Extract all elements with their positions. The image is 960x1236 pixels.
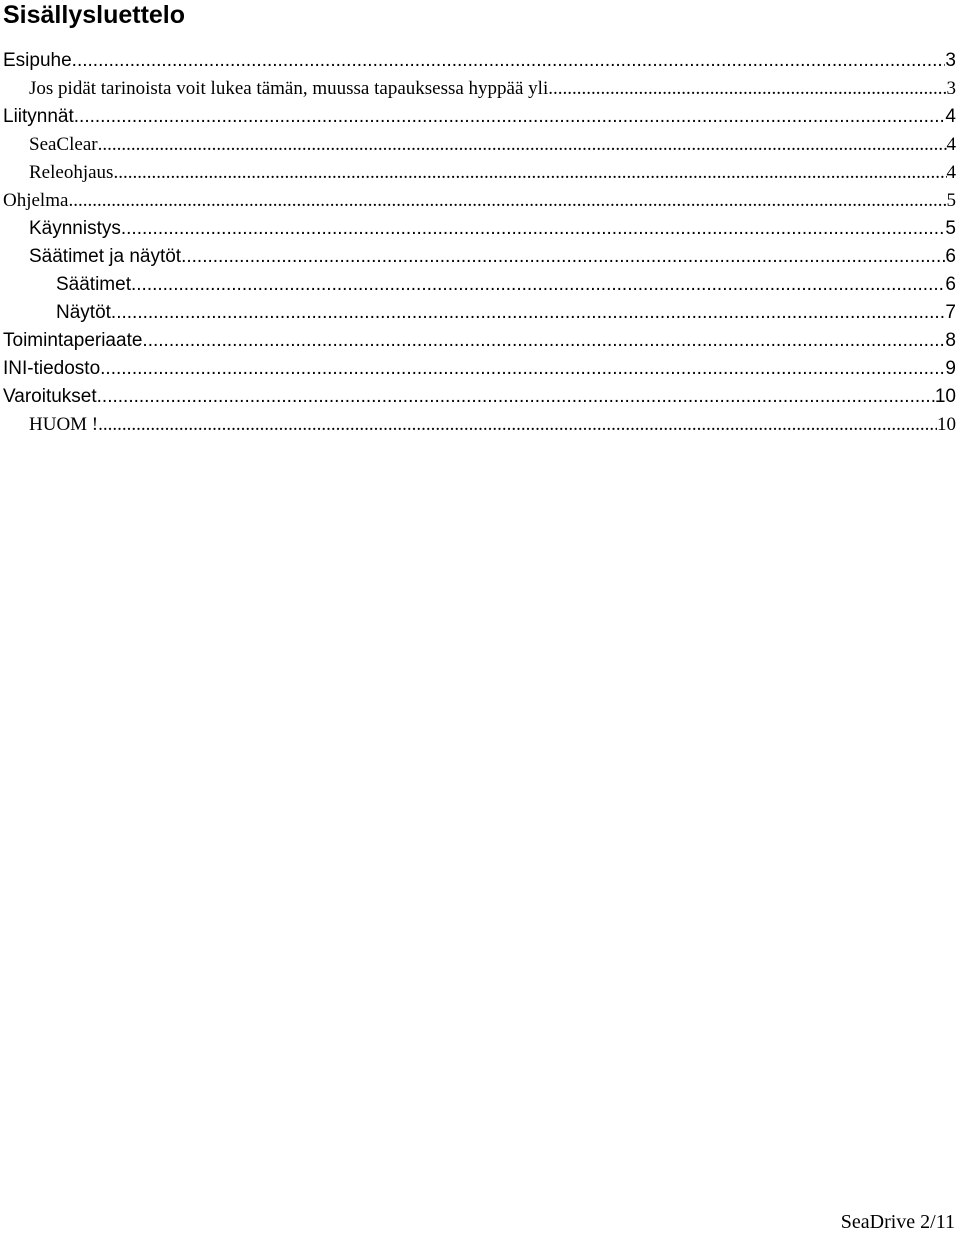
toc-page-number: 5: [946, 190, 956, 211]
toc-entry-label[interactable]: Käynnistys: [29, 218, 121, 239]
toc-entry-label[interactable]: Ohjelma: [3, 190, 69, 211]
toc-entry[interactable]: [0, 327, 956, 355]
toc-entry-label[interactable]: Liitynnät: [3, 106, 74, 127]
toc-dot-leader: [121, 215, 946, 243]
toc-page-number: 4: [946, 134, 956, 155]
toc-entry-label[interactable]: Esipuhe: [3, 50, 72, 71]
toc-dot-leader: [97, 383, 935, 411]
toc-page-number: 8: [945, 330, 956, 351]
toc-entry[interactable]: [0, 215, 956, 243]
page-footer: SeaDrive 2/11: [840, 1211, 955, 1233]
table-of-contents: [0, 47, 956, 439]
toc-entry[interactable]: [0, 411, 956, 439]
toc-entry[interactable]: [0, 159, 956, 187]
toc-page-number: 3: [945, 50, 956, 71]
toc-page-number: 10: [934, 386, 956, 407]
toc-entry-label[interactable]: Releohjaus: [29, 162, 114, 183]
toc-dot-leader: [131, 271, 945, 299]
toc-dot-leader: [142, 327, 945, 355]
toc-entry[interactable]: [0, 187, 956, 215]
toc-page-number: 3: [946, 78, 956, 99]
toc-dot-leader: [98, 411, 937, 439]
toc-entry-label[interactable]: Säätimet: [56, 274, 131, 295]
toc-entry[interactable]: [0, 383, 956, 411]
toc-page-number: 9: [945, 358, 956, 379]
toc-dot-leader: [98, 131, 947, 159]
toc-entry[interactable]: [0, 131, 956, 159]
toc-entry[interactable]: [0, 75, 956, 103]
toc-entry[interactable]: [0, 103, 956, 131]
toc-entry-label[interactable]: SeaClear: [29, 134, 98, 155]
toc-page-number: 4: [946, 162, 956, 183]
toc-entry-label[interactable]: HUOM !: [29, 414, 99, 435]
toc-page-number: 4: [945, 106, 956, 127]
toc-dot-leader: [74, 103, 946, 131]
toc-page-number: 5: [945, 218, 956, 239]
toc-entry-label[interactable]: Toimintaperiaate: [3, 330, 143, 351]
toc-dot-leader: [553, 75, 947, 103]
toc-dot-leader: [113, 159, 946, 187]
toc-entry-label[interactable]: INI-tiedosto: [3, 358, 101, 379]
toc-entry[interactable]: [0, 47, 956, 75]
toc-dot-leader: [181, 243, 945, 271]
toc-dot-leader: [100, 355, 945, 383]
toc-entry-label[interactable]: Varoitukset: [3, 386, 97, 407]
toc-page-number: 6: [945, 246, 956, 267]
toc-dot-leader: [68, 187, 946, 215]
toc-dot-leader: [111, 299, 946, 327]
toc-entry-label[interactable]: Jos pidät tarinoista voit lukea tämän, muussa tapauksessa hyppää yli.: [29, 78, 553, 99]
toc-entry[interactable]: [0, 271, 956, 299]
toc-dot-leader: [72, 47, 946, 75]
toc-entry[interactable]: [0, 355, 956, 383]
page-title: Sisällysluettelo: [3, 1, 186, 29]
toc-page-number: 6: [945, 274, 956, 295]
toc-entry-label[interactable]: Näytöt: [56, 302, 111, 323]
toc-page-number: 7: [945, 302, 956, 323]
toc-entry[interactable]: [0, 299, 956, 327]
toc-page-number: 10: [937, 414, 956, 435]
toc-entry[interactable]: [0, 243, 956, 271]
toc-entry-label[interactable]: Säätimet ja näytöt: [29, 246, 182, 267]
